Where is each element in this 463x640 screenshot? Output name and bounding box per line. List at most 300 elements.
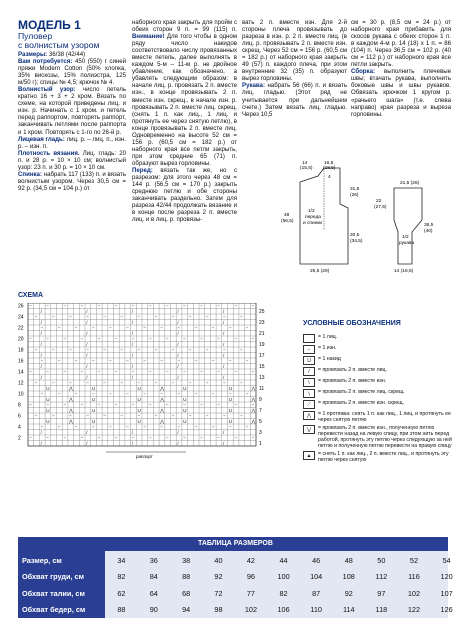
chart-stitch-symbol: − bbox=[46, 336, 49, 342]
size-cell: 110 bbox=[310, 605, 322, 615]
chart-stitch-symbol: − bbox=[234, 402, 238, 408]
chart-stitch-symbol: − bbox=[171, 413, 175, 419]
chart-stitch-symbol: − bbox=[205, 413, 209, 419]
chart-row-number: 8 bbox=[18, 402, 21, 409]
chart-stitch-symbol: / bbox=[40, 341, 42, 347]
legend-item bbox=[303, 425, 453, 449]
chart-row-number: 26 bbox=[18, 303, 24, 310]
chart-stitch-symbol: − bbox=[52, 413, 55, 419]
stocking-label: Лицевая гладь: bbox=[18, 135, 65, 143]
chart-stitch-symbol: ⋀ bbox=[160, 396, 165, 402]
col2-intro: наборного края закрыть для пройм с обеих сторон 9 п. = 99 (115) п. bbox=[132, 19, 237, 34]
front-armhole-alt: (26) bbox=[350, 193, 359, 198]
chart-stitch-symbol: − bbox=[217, 336, 220, 342]
chart-stitch-symbol: − bbox=[234, 435, 238, 441]
chart-stitch-symbol: / bbox=[40, 352, 42, 358]
chart-stitch-symbol: − bbox=[240, 380, 243, 386]
chart-stitch-symbol: − bbox=[166, 303, 169, 309]
chart-stitch-symbol: / bbox=[223, 308, 225, 314]
chart-row-number: 21 bbox=[259, 331, 265, 337]
legend-text: = провязать 2 п. вместе изн., полученную петлю перевести назад на левую спицу, при этом нить перед работой, протянуть эту петлю через следующую за ней петлю и полученную петлю перевести на правую спицу bbox=[318, 425, 452, 449]
chart-row-number: 22 bbox=[18, 325, 24, 332]
chart-stitch-symbol: − bbox=[52, 347, 55, 353]
legend-item bbox=[303, 400, 453, 409]
chart-stitch-symbol: − bbox=[86, 380, 89, 386]
size-cell: 38 bbox=[182, 555, 191, 565]
chart-stitch-symbol: − bbox=[177, 325, 181, 331]
chart-stitch-symbol: − bbox=[52, 380, 55, 386]
chart-stitch-symbol: U bbox=[183, 385, 187, 391]
front-label: Перед: bbox=[132, 166, 153, 174]
front-neck-width: 16,5 bbox=[324, 161, 334, 166]
assembly-text: выполнить плечевые швы; втачать рукава, выполнить боковые швы и швы рукавов. Обвязать крючком 1 кругом р. «рачьего шага» (т.е. слева направо) края разреза и выреза горловины. bbox=[351, 68, 451, 118]
chart-stitch-symbol: − bbox=[194, 325, 198, 331]
chart-stitch-symbol: − bbox=[171, 347, 175, 353]
chart-stitch-symbol: − bbox=[148, 435, 152, 441]
sleeve-length: 36,5 bbox=[424, 223, 434, 228]
chart-stitch-symbol: − bbox=[29, 435, 32, 441]
chart-stitch-symbol: − bbox=[160, 358, 163, 364]
chart-stitch-symbol: − bbox=[245, 424, 249, 430]
assembly-label: Сборка: bbox=[351, 68, 375, 76]
size-cell: 36 bbox=[149, 555, 158, 565]
chart-stitch-symbol: / bbox=[223, 319, 225, 325]
chart-stitch-symbol: − bbox=[131, 435, 135, 441]
chart-stitch-symbol: − bbox=[80, 336, 84, 342]
chart-stitch-symbol: − bbox=[74, 325, 78, 331]
legend-text: = провязать 2 п. вместе лиц. скрещ. bbox=[318, 389, 405, 395]
sleeve-side: 22 bbox=[376, 199, 382, 204]
chart-stitch-symbol: − bbox=[103, 380, 106, 386]
legend-symbol: ⋁ bbox=[303, 425, 315, 434]
chart-stitch-symbol: − bbox=[200, 336, 203, 342]
chart-stitch-symbol: / bbox=[223, 440, 225, 446]
chart-stitch-symbol: − bbox=[126, 424, 129, 430]
size-table-grid bbox=[18, 552, 463, 618]
chart-stitch-symbol: − bbox=[205, 380, 209, 386]
legend-item bbox=[303, 345, 453, 354]
chart-stitch-symbol: − bbox=[154, 314, 158, 320]
chart-stitch-symbol: U bbox=[91, 407, 96, 413]
chart-stitch-symbol: − bbox=[200, 435, 203, 441]
chart-stitch-symbol: − bbox=[200, 303, 203, 309]
legend-item bbox=[303, 367, 453, 376]
chart-stitch-symbol: / bbox=[177, 429, 179, 435]
size-cell: 102 bbox=[407, 588, 421, 598]
chart-stitch-symbol: − bbox=[80, 402, 84, 408]
chart-stitch-symbol: − bbox=[166, 336, 169, 342]
chart-stitch-symbol: − bbox=[188, 347, 192, 353]
chart-stitch-symbol: − bbox=[80, 435, 84, 441]
materials-label: Вам потребуется: bbox=[18, 58, 73, 66]
density-text: Лиц. гладь: 20 п. и 28 р. = 10 × 10 см; волнистый узор: 23 п. и 30 р. = 10 × 10 см. bbox=[18, 149, 126, 171]
chart-stitch-symbol: − bbox=[160, 424, 163, 430]
col4-text: см = 30 р. (8,5 см = 24 р.) от наборного края прибавить для скосов рукава с обеих сторон 1 п. в каждом 4-м р. 14 (18) х 1 п. = 86 (104) п. Через 36,5 см = 102 р. (40 см = 112 р.) от наборного края все петли закрыть. bbox=[351, 19, 451, 69]
materials-text: 450 (550) г синей пряжи Modern Cotton (50% хлопка, 35% вискозы, 15% полиэстра, 125 м/50 г); спицы № 4,5; крючок № 4. bbox=[18, 58, 127, 87]
chart-stitch-symbol: − bbox=[183, 435, 186, 441]
sleeves-label: Рукава: bbox=[242, 82, 265, 90]
sleeve-length-alt: (40) bbox=[424, 229, 433, 234]
chart-row-number: 6 bbox=[18, 413, 21, 420]
size-row-label: Размер, см bbox=[22, 555, 62, 565]
chart-stitch-symbol: − bbox=[91, 391, 95, 397]
chart-stitch-symbol: / bbox=[131, 374, 134, 380]
chart-stitch-symbol: / bbox=[177, 330, 179, 336]
legend-item bbox=[303, 451, 453, 463]
back-label: Спинка: bbox=[18, 170, 42, 178]
legend-text: = провязать 2 п. вместе изн. скрещ. bbox=[318, 400, 404, 406]
chart-stitch-symbol: U bbox=[228, 407, 233, 413]
sleeve-center-2: рукава bbox=[399, 241, 415, 246]
chart-stitch-symbol: − bbox=[251, 369, 255, 375]
chart-stitch-symbol: U bbox=[183, 418, 187, 424]
chart-row-number: 7 bbox=[259, 408, 262, 414]
chart-stitch-symbol: / bbox=[131, 352, 134, 358]
chart-stitch-symbol: − bbox=[183, 402, 186, 408]
chart-stitch-symbol: − bbox=[251, 336, 255, 342]
chart-stitch-symbol: − bbox=[131, 303, 135, 309]
chart-stitch-symbol: − bbox=[80, 369, 84, 375]
sizes-text: 36/38 (42/44) bbox=[48, 51, 86, 58]
chart-stitch-symbol: − bbox=[29, 336, 32, 342]
front-center-3: и спинки bbox=[303, 221, 323, 226]
chart-stitch-symbol: − bbox=[91, 424, 95, 430]
back-text: набрать 117 (133) п. и вязать волнистым узором. Через 30,5 см = 92 р. (34,5 см = 104 р.) от bbox=[18, 170, 127, 192]
chart-stitch-symbol: − bbox=[34, 347, 38, 353]
legend-symbol: \ bbox=[303, 378, 315, 387]
size-cell: 46 bbox=[312, 555, 321, 565]
chart-stitch-symbol: − bbox=[166, 402, 169, 408]
sleeves-text: набрать 56 (66) п. и вязать лиц. гладью. (Этот ряд не учитывается при дальнейшем счете.) Затем вязать лиц. гладью. Через 10,5 bbox=[242, 82, 347, 118]
chart-stitch-symbol: − bbox=[211, 424, 215, 430]
chart-stitch-symbol: U bbox=[137, 418, 141, 424]
chart-stitch-symbol: − bbox=[120, 380, 124, 386]
front-text: вязать так же, но с разрезом: для этого через 48 см = 144 р. (56,5 см = 170 р.) закрыть среднюю петлю и обе стороны заканчивать раздельно. Затем для разреза 42/44 продолжать вязание и в конце после разреза 2 п. вместе лиц. и в лиц. р. провязы- bbox=[132, 166, 237, 224]
chart-row-number: 17 bbox=[259, 353, 265, 359]
size-cell: 126 bbox=[440, 605, 453, 615]
chart-stitch-symbol: − bbox=[34, 380, 38, 386]
size-cell: 107 bbox=[440, 588, 453, 598]
model-subtitle bbox=[18, 32, 99, 50]
chart-stitch-symbol: / bbox=[131, 429, 134, 435]
chart-stitch-symbol: − bbox=[46, 402, 49, 408]
size-table-row bbox=[18, 552, 463, 569]
size-cell: 82 bbox=[279, 588, 288, 598]
legend-text: = провязать 2 п. вместе изн. bbox=[318, 378, 387, 384]
chart-stitch-symbol: − bbox=[228, 358, 232, 364]
chart-stitch-symbol: / bbox=[223, 429, 225, 435]
chart-stitch-symbol: − bbox=[177, 358, 181, 364]
chart-stitch-symbol: − bbox=[217, 303, 220, 309]
chart-stitch-symbol: − bbox=[86, 314, 89, 320]
chart-stitch-symbol: − bbox=[143, 358, 146, 364]
chart-row-number: 5 bbox=[259, 419, 262, 425]
chart-stitch-symbol: − bbox=[137, 413, 141, 419]
chart-stitch-symbol: − bbox=[131, 336, 135, 342]
chart-stitch-symbol: − bbox=[148, 336, 152, 342]
chart-stitch-symbol: / bbox=[177, 374, 179, 380]
attention-text: Для того чтобы в одном ряду число накидов соответствовало числу провязанных вместе петель, далее выполнять в каждом 5-м – 11-м р. не двойное убавление, как обозначено, а убавлять следующим образом: в начале лиц. р. провязать 2 п. вместе изн., в конце провязывать 2 п. вместе изн. скрещ., в начале изн. р. провязывать 2 п. вместе лиц. скрещ. (снять 1 п. как лиц., 1 лиц. и протянуть ее через снятую петлю), в конце провязывать 2 п. вместе лиц. Одновременно на высоте 52 см = 156 р. (60,5 см = 182 р.) от наборного края все петли закрыть, при этом средние 65 (71) п. образуют вырез горловины. bbox=[132, 33, 237, 167]
chart-stitch-symbol: / bbox=[177, 341, 179, 347]
chart-row-number: 19 bbox=[259, 342, 265, 348]
chart-stitch-symbol: − bbox=[194, 358, 198, 364]
chart-stitch-symbol: / bbox=[40, 319, 42, 325]
chart-stitch-symbol: − bbox=[217, 369, 220, 375]
chart-stitch-symbol: − bbox=[245, 391, 249, 397]
chart-stitch-symbol: − bbox=[131, 402, 135, 408]
chart-stitch-symbol: − bbox=[103, 314, 106, 320]
chart-stitch-symbol: − bbox=[46, 369, 49, 375]
size-cell: 94 bbox=[182, 605, 191, 615]
size-cell: 102 bbox=[244, 605, 258, 615]
chart-stitch-symbol: − bbox=[74, 424, 78, 430]
chart-stitch-symbol: ⋀ bbox=[69, 407, 73, 413]
chart-stitch-symbol: − bbox=[126, 325, 129, 331]
front-height-alt: (56,5) bbox=[281, 219, 294, 224]
text-column-3 bbox=[242, 19, 347, 118]
chart-stitch-symbol: − bbox=[188, 314, 192, 320]
chart-stitch-symbol: U bbox=[183, 407, 187, 413]
chart-stitch-symbol: / bbox=[131, 308, 134, 314]
legend-text: = 1 лиц. bbox=[318, 334, 338, 340]
chart-stitch-symbol: − bbox=[211, 325, 215, 331]
chart-stitch-symbol: − bbox=[194, 391, 198, 397]
legend-symbol: − bbox=[303, 345, 315, 354]
legend-text: = 1 протяжка: снять 1 п. как лиц., 1 лиц. и протянуть ее через снятую петлю bbox=[318, 411, 451, 423]
wave-label: Волнистый узор: bbox=[18, 86, 76, 94]
chart-stitch-symbol: / bbox=[177, 363, 179, 369]
legend-text: = провязать 2 п. вместе лиц. bbox=[318, 367, 387, 373]
chart-stitch-symbol: − bbox=[74, 358, 78, 364]
chart-row-number: 10 bbox=[18, 391, 24, 398]
chart-stitch-symbol: U bbox=[228, 418, 233, 424]
chart-stitch-symbol: − bbox=[240, 314, 243, 320]
chart-stitch-symbol: − bbox=[137, 347, 141, 353]
text-column-4 bbox=[351, 19, 451, 118]
chart-stitch-symbol: − bbox=[245, 325, 249, 331]
chart-stitch-symbol: − bbox=[63, 336, 67, 342]
chart-stitch-symbol: − bbox=[34, 314, 38, 320]
chart-stitch-symbol: − bbox=[40, 325, 44, 331]
chart-stitch-symbol: − bbox=[137, 314, 141, 320]
chart-stitch-symbol: − bbox=[40, 358, 44, 364]
size-cell: 100 bbox=[277, 572, 290, 582]
chart-stitch-symbol: − bbox=[240, 413, 243, 419]
front-neck-width-alt: (18,5) bbox=[323, 166, 336, 171]
chart-stitch-symbol: U bbox=[46, 418, 50, 424]
chart-row-number: 3 bbox=[259, 430, 262, 436]
chart-stitch-symbol: − bbox=[251, 303, 255, 309]
size-cell: 108 bbox=[342, 572, 355, 582]
chart-stitch-symbol: − bbox=[228, 424, 232, 430]
chart-row-number: 20 bbox=[18, 336, 24, 343]
size-cell: 118 bbox=[375, 605, 388, 615]
chart-stitch-symbol: − bbox=[228, 325, 232, 331]
legend-symbol: ⋀ bbox=[303, 411, 315, 420]
size-cell: 62 bbox=[117, 588, 126, 598]
chart-stitch-symbol: − bbox=[200, 369, 203, 375]
chart-stitch-symbol: − bbox=[223, 413, 226, 419]
chart-stitch-symbol: − bbox=[228, 391, 232, 397]
size-cell: 68 bbox=[182, 588, 191, 598]
size-cell: 64 bbox=[149, 588, 158, 598]
chart-stitch-symbol: / bbox=[131, 341, 134, 347]
chart-stitch-symbol: − bbox=[148, 369, 152, 375]
chart-row-number: 18 bbox=[18, 347, 24, 354]
front-side-height: 30,5 bbox=[350, 233, 360, 238]
sleeve-pattern-drawing bbox=[372, 180, 447, 275]
chart-stitch-symbol: − bbox=[217, 402, 220, 408]
chart-stitch-symbol: − bbox=[109, 424, 112, 430]
chart-stitch-symbol: ⋀ bbox=[251, 396, 256, 402]
chart-row-number: 4 bbox=[18, 424, 21, 431]
chart-stitch-symbol: / bbox=[131, 363, 134, 369]
size-table-row bbox=[18, 569, 463, 586]
chart-stitch-symbol: − bbox=[234, 336, 238, 342]
chart-stitch-symbol: − bbox=[171, 380, 175, 386]
chart-stitch-symbol: − bbox=[63, 435, 67, 441]
chart-stitch-symbol: − bbox=[223, 314, 226, 320]
legend-text: = 1 изн. bbox=[318, 345, 337, 351]
chart-stitch-symbol: − bbox=[91, 325, 95, 331]
chart-stitch-symbol: − bbox=[86, 347, 89, 353]
chart-stitch-symbol: − bbox=[160, 325, 163, 331]
wave-text: число петель кратно 16 + 3 + 2 кром. Вязать по схеме, на которой приведены лиц. и изн. р. Начинать с 1 кром. и петель перед раппортом, повторять раппорт, заканчивать петлями после раппорта и 1 кром. Повторять с 1-го по 26-й р. bbox=[18, 86, 126, 136]
size-cell: 88 bbox=[182, 572, 191, 582]
size-cell: 34 bbox=[117, 555, 126, 565]
chart-stitch-symbol: − bbox=[69, 380, 72, 386]
chart-row-number: 15 bbox=[259, 364, 265, 370]
sleeve-top-width: 21,5 (26) bbox=[400, 181, 420, 186]
front-top-width: 14 bbox=[302, 161, 308, 166]
chart-stitch-symbol: − bbox=[205, 314, 209, 320]
chart-stitch-symbol: U bbox=[91, 396, 96, 402]
chart-stitch-symbol: − bbox=[114, 369, 118, 375]
chart-stitch-symbol: U bbox=[137, 396, 141, 402]
chart-stitch-symbol: − bbox=[205, 347, 209, 353]
chart-stitch-symbol: / bbox=[86, 429, 88, 435]
chart-stitch-symbol: U bbox=[228, 396, 233, 402]
sleeve-center-1: 1/2 bbox=[402, 235, 409, 240]
chart-stitch-symbol: − bbox=[57, 424, 61, 430]
chart-stitch-symbol: − bbox=[188, 413, 192, 419]
chart-stitch-symbol: ⋀ bbox=[69, 396, 73, 402]
chart-stitch-symbol: − bbox=[171, 314, 175, 320]
chart-stitch-symbol: / bbox=[177, 319, 179, 325]
legend-item bbox=[303, 389, 453, 398]
chart-stitch-symbol: − bbox=[109, 325, 112, 331]
chart-stitch-symbol: − bbox=[63, 369, 67, 375]
chart-stitch-symbol: / bbox=[86, 363, 88, 369]
size-cell: 120 bbox=[440, 572, 453, 582]
chart-stitch-symbol: − bbox=[120, 347, 124, 353]
chart-row-number: 24 bbox=[18, 314, 24, 321]
chart-stitch-symbol: − bbox=[29, 369, 32, 375]
chart-row-number: 14 bbox=[18, 369, 24, 376]
chart-stitch-symbol: / bbox=[131, 319, 134, 325]
size-row-label: Обхват талии, см bbox=[22, 588, 85, 598]
chart-stitch-symbol: − bbox=[120, 413, 124, 419]
chart-stitch-symbol: ⋀ bbox=[160, 418, 165, 424]
chart-stitch-symbol: ⋀ bbox=[160, 407, 165, 413]
chart-stitch-symbol: − bbox=[97, 303, 101, 309]
chart-stitch-symbol: ⋀ bbox=[160, 385, 165, 391]
size-cell: 87 bbox=[312, 588, 321, 598]
chart-stitch-symbol: − bbox=[91, 358, 95, 364]
stocking-text: лиц. р. – лиц. п., изн. р. – изн. п. bbox=[18, 135, 126, 150]
front-side-height-alt: (34,5) bbox=[350, 239, 363, 244]
chart-stitch-symbol: − bbox=[120, 314, 124, 320]
size-table-row bbox=[18, 602, 463, 619]
chart-stitch-symbol: U bbox=[46, 396, 50, 402]
chart-stitch-symbol: − bbox=[52, 314, 55, 320]
legend-title: УСЛОВНЫЕ ОБОЗНАЧЕНИЯ bbox=[303, 320, 401, 327]
chart-stitch-symbol: ⋀ bbox=[251, 385, 256, 391]
schema-label: СХЕМА bbox=[18, 292, 44, 299]
chart-stitch-symbol: − bbox=[40, 424, 44, 430]
size-cell: 52 bbox=[409, 555, 419, 565]
legend-symbol: ∖ bbox=[303, 389, 315, 398]
size-cell: 114 bbox=[342, 605, 355, 615]
size-cell: 90 bbox=[149, 605, 158, 615]
chart-stitch-symbol: − bbox=[154, 413, 158, 419]
chart-stitch-symbol: U bbox=[228, 385, 233, 391]
rapport-label: раппорт bbox=[136, 454, 153, 459]
chart-stitch-symbol: ⋀ bbox=[69, 418, 73, 424]
chart-stitch-symbol: − bbox=[40, 391, 44, 397]
chart-stitch-symbol: − bbox=[183, 369, 186, 375]
legend-item bbox=[303, 334, 453, 343]
legend-text: = снять 1 п. как лиц., 2 п. вместе лиц., и протянуть эту петлю через снятую bbox=[318, 451, 449, 463]
chart-stitch-symbol: ⋀ bbox=[251, 407, 256, 413]
size-cell: 96 bbox=[246, 572, 255, 582]
chart-stitch-symbol: − bbox=[97, 402, 101, 408]
chart-stitch-symbol: − bbox=[131, 369, 135, 375]
model-title: МОДЕЛЬ 1 bbox=[18, 18, 81, 32]
chart-stitch-symbol: U bbox=[46, 385, 50, 391]
chart-stitch-symbol: − bbox=[97, 435, 101, 441]
chart-stitch-symbol: − bbox=[166, 435, 169, 441]
size-cell: 88 bbox=[117, 605, 126, 615]
chart-stitch-symbol: / bbox=[131, 440, 134, 446]
chart-stitch-symbol: − bbox=[63, 303, 67, 309]
chart-stitch-symbol: − bbox=[114, 336, 118, 342]
chart-stitch-symbol: U bbox=[91, 418, 96, 424]
front-armhole: 31,5 bbox=[350, 187, 360, 192]
front-pattern-drawing bbox=[278, 160, 376, 280]
chart-row-number: 13 bbox=[259, 375, 265, 381]
chart-stitch-symbol: / bbox=[86, 374, 88, 380]
chart-stitch-symbol: / bbox=[131, 330, 134, 336]
chart-stitch-symbol: − bbox=[137, 380, 141, 386]
size-cell: 44 bbox=[279, 555, 288, 565]
size-cell: 106 bbox=[277, 605, 290, 615]
size-table bbox=[0, 537, 463, 640]
chart-stitch-symbol: − bbox=[234, 369, 238, 375]
chart-stitch-symbol: − bbox=[183, 303, 186, 309]
sizes-label: Размеры: bbox=[18, 51, 48, 58]
chart-stitch-symbol: / bbox=[40, 429, 42, 435]
chart-stitch-symbol: − bbox=[63, 402, 67, 408]
chart-stitch-symbol: ⋀ bbox=[69, 385, 73, 391]
chart-stitch-symbol: − bbox=[200, 402, 203, 408]
chart-stitch-symbol: − bbox=[69, 314, 72, 320]
size-cell: 82 bbox=[117, 572, 126, 582]
chart-stitch-symbol: − bbox=[154, 380, 158, 386]
text-column-2 bbox=[132, 19, 237, 223]
legend-symbol: ⟋ bbox=[303, 400, 315, 409]
chart-stitch-symbol: U bbox=[183, 396, 187, 402]
